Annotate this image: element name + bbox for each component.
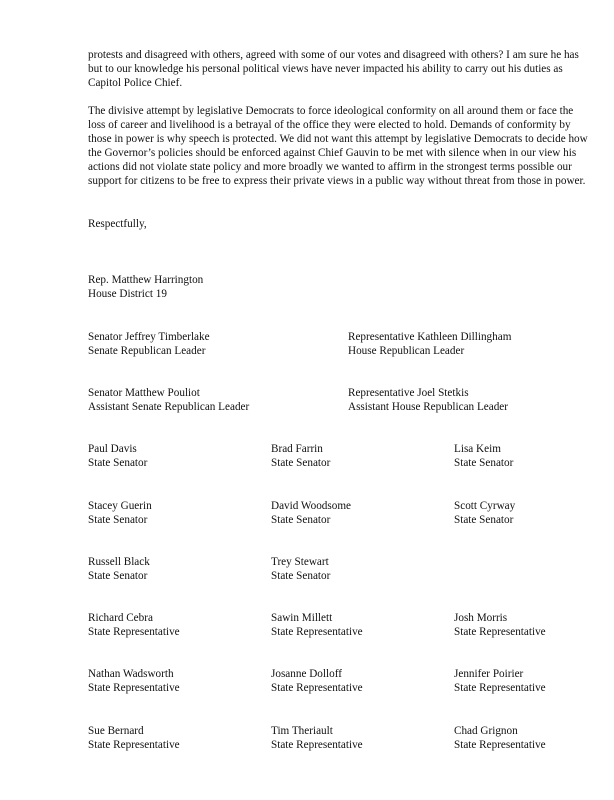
signatory-title: State Representative bbox=[271, 626, 363, 638]
paragraph-2: The divisive attempt by legislative Democrats to force ideological conformity on all around them or face the loss of career and livelihood is a betrayal of the office they were elected to hold. Demands of conformity by those in power is why speech is protected. We did not want this attempt by legislative Democrats to decide how the Governor’s policies should be enforced against Chief Gauvin to be met with silence when in our view his actions did not violate state policy and more broadly we wanted to affirm in the strongest terms possible our support for citizens to be free to express their private views in a public way without threat from those in power. bbox=[88, 105, 588, 187]
signatory-title: Senate Republican Leader bbox=[88, 345, 206, 357]
signatory-name: Brad Farrin bbox=[271, 443, 323, 455]
signatory-title: State Representative bbox=[271, 682, 363, 694]
signatory-title: State Senator bbox=[454, 514, 514, 526]
signatory-name: Nathan Wadsworth bbox=[88, 668, 174, 680]
signatory-name: Senator Jeffrey Timberlake bbox=[88, 331, 210, 343]
signatory-title: State Senator bbox=[271, 514, 331, 526]
signatory-name: Trey Stewart bbox=[271, 556, 329, 568]
signatory-name: Senator Matthew Pouliot bbox=[88, 387, 200, 399]
signature-block-guerin bbox=[88, 499, 152, 527]
signature-block-stetkis bbox=[348, 386, 508, 414]
signatory-title: State Senator bbox=[454, 457, 514, 469]
signature-block-farrin bbox=[271, 442, 330, 470]
signature-block-harrington bbox=[88, 273, 203, 301]
signatory-name: Richard Cebra bbox=[88, 612, 153, 624]
signature-block-pouliot bbox=[88, 386, 249, 414]
signatory-name: Tim Theriault bbox=[271, 725, 333, 737]
signatory-title: House District 19 bbox=[88, 288, 167, 300]
signatory-title: State Representative bbox=[88, 682, 180, 694]
signatory-title: Assistant Senate Republican Leader bbox=[88, 401, 250, 413]
signatory-name: Scott Cyrway bbox=[454, 500, 516, 512]
signature-block-davis bbox=[88, 442, 147, 470]
signatory-name: Jennifer Poirier bbox=[454, 668, 524, 680]
signatory-title: Assistant House Republican Leader bbox=[348, 401, 509, 413]
signatory-name: Josh Morris bbox=[454, 612, 508, 624]
signatory-title: House Republican Leader bbox=[348, 345, 465, 357]
signature-block-cyrway bbox=[454, 499, 515, 527]
signatory-name: Chad Grignon bbox=[454, 725, 518, 737]
signatory-name: Russell Black bbox=[88, 556, 150, 568]
signatory-name: Sue Bernard bbox=[88, 725, 144, 737]
signatory-name: Representative Kathleen Dillingham bbox=[348, 331, 512, 343]
signatory-title: State Senator bbox=[88, 570, 148, 582]
signatory-title: State Representative bbox=[271, 739, 363, 751]
closing: Respectfully, bbox=[88, 218, 147, 230]
signatory-name: Josanne Dolloff bbox=[271, 668, 342, 680]
signatory-name: David Woodsome bbox=[271, 500, 351, 512]
signature-block-woodsome bbox=[271, 499, 351, 527]
signature-block-theriault bbox=[271, 724, 363, 752]
signature-block-wadsworth bbox=[88, 667, 180, 695]
signatory-title: State Representative bbox=[454, 682, 546, 694]
signatory-title: State Senator bbox=[271, 570, 331, 582]
signatory-title: State Representative bbox=[454, 739, 546, 751]
signature-block-cebra bbox=[88, 611, 180, 639]
signatory-name: Paul Davis bbox=[88, 443, 137, 455]
signatory-title: State Representative bbox=[454, 626, 546, 638]
signature-block-grignon bbox=[454, 724, 546, 752]
paragraph-1: protests and disagreed with others, agreed with some of our votes and disagreed with others? I am sure he has but to our knowledge his personal political views have never impacted his ability to carry out his duties as Capitol Police Chief. bbox=[88, 49, 579, 89]
signature-block-timberlake bbox=[88, 330, 210, 358]
signatory-name: Stacey Guerin bbox=[88, 500, 152, 512]
signature-block-dolloff bbox=[271, 667, 363, 695]
signatory-title: State Representative bbox=[88, 626, 180, 638]
signature-block-morris bbox=[454, 611, 546, 639]
signatory-name: Representative Joel Stetkis bbox=[348, 387, 469, 399]
signature-block-millett bbox=[271, 611, 363, 639]
signature-block-dillingham bbox=[348, 330, 511, 358]
signatory-title: State Senator bbox=[271, 457, 331, 469]
signature-block-stewart bbox=[271, 555, 330, 583]
signature-block-poirier bbox=[454, 667, 546, 695]
signature-block-keim bbox=[454, 442, 513, 470]
signatory-title: State Representative bbox=[88, 739, 180, 751]
signatory-name: Sawin Millett bbox=[271, 612, 333, 624]
signature-block-bernard bbox=[88, 724, 180, 752]
signatory-title: State Senator bbox=[88, 457, 148, 469]
signatory-title: State Senator bbox=[88, 514, 148, 526]
signatory-name: Lisa Keim bbox=[454, 443, 501, 455]
signatory-name: Rep. Matthew Harrington bbox=[88, 274, 204, 286]
signature-block-black bbox=[88, 555, 150, 583]
